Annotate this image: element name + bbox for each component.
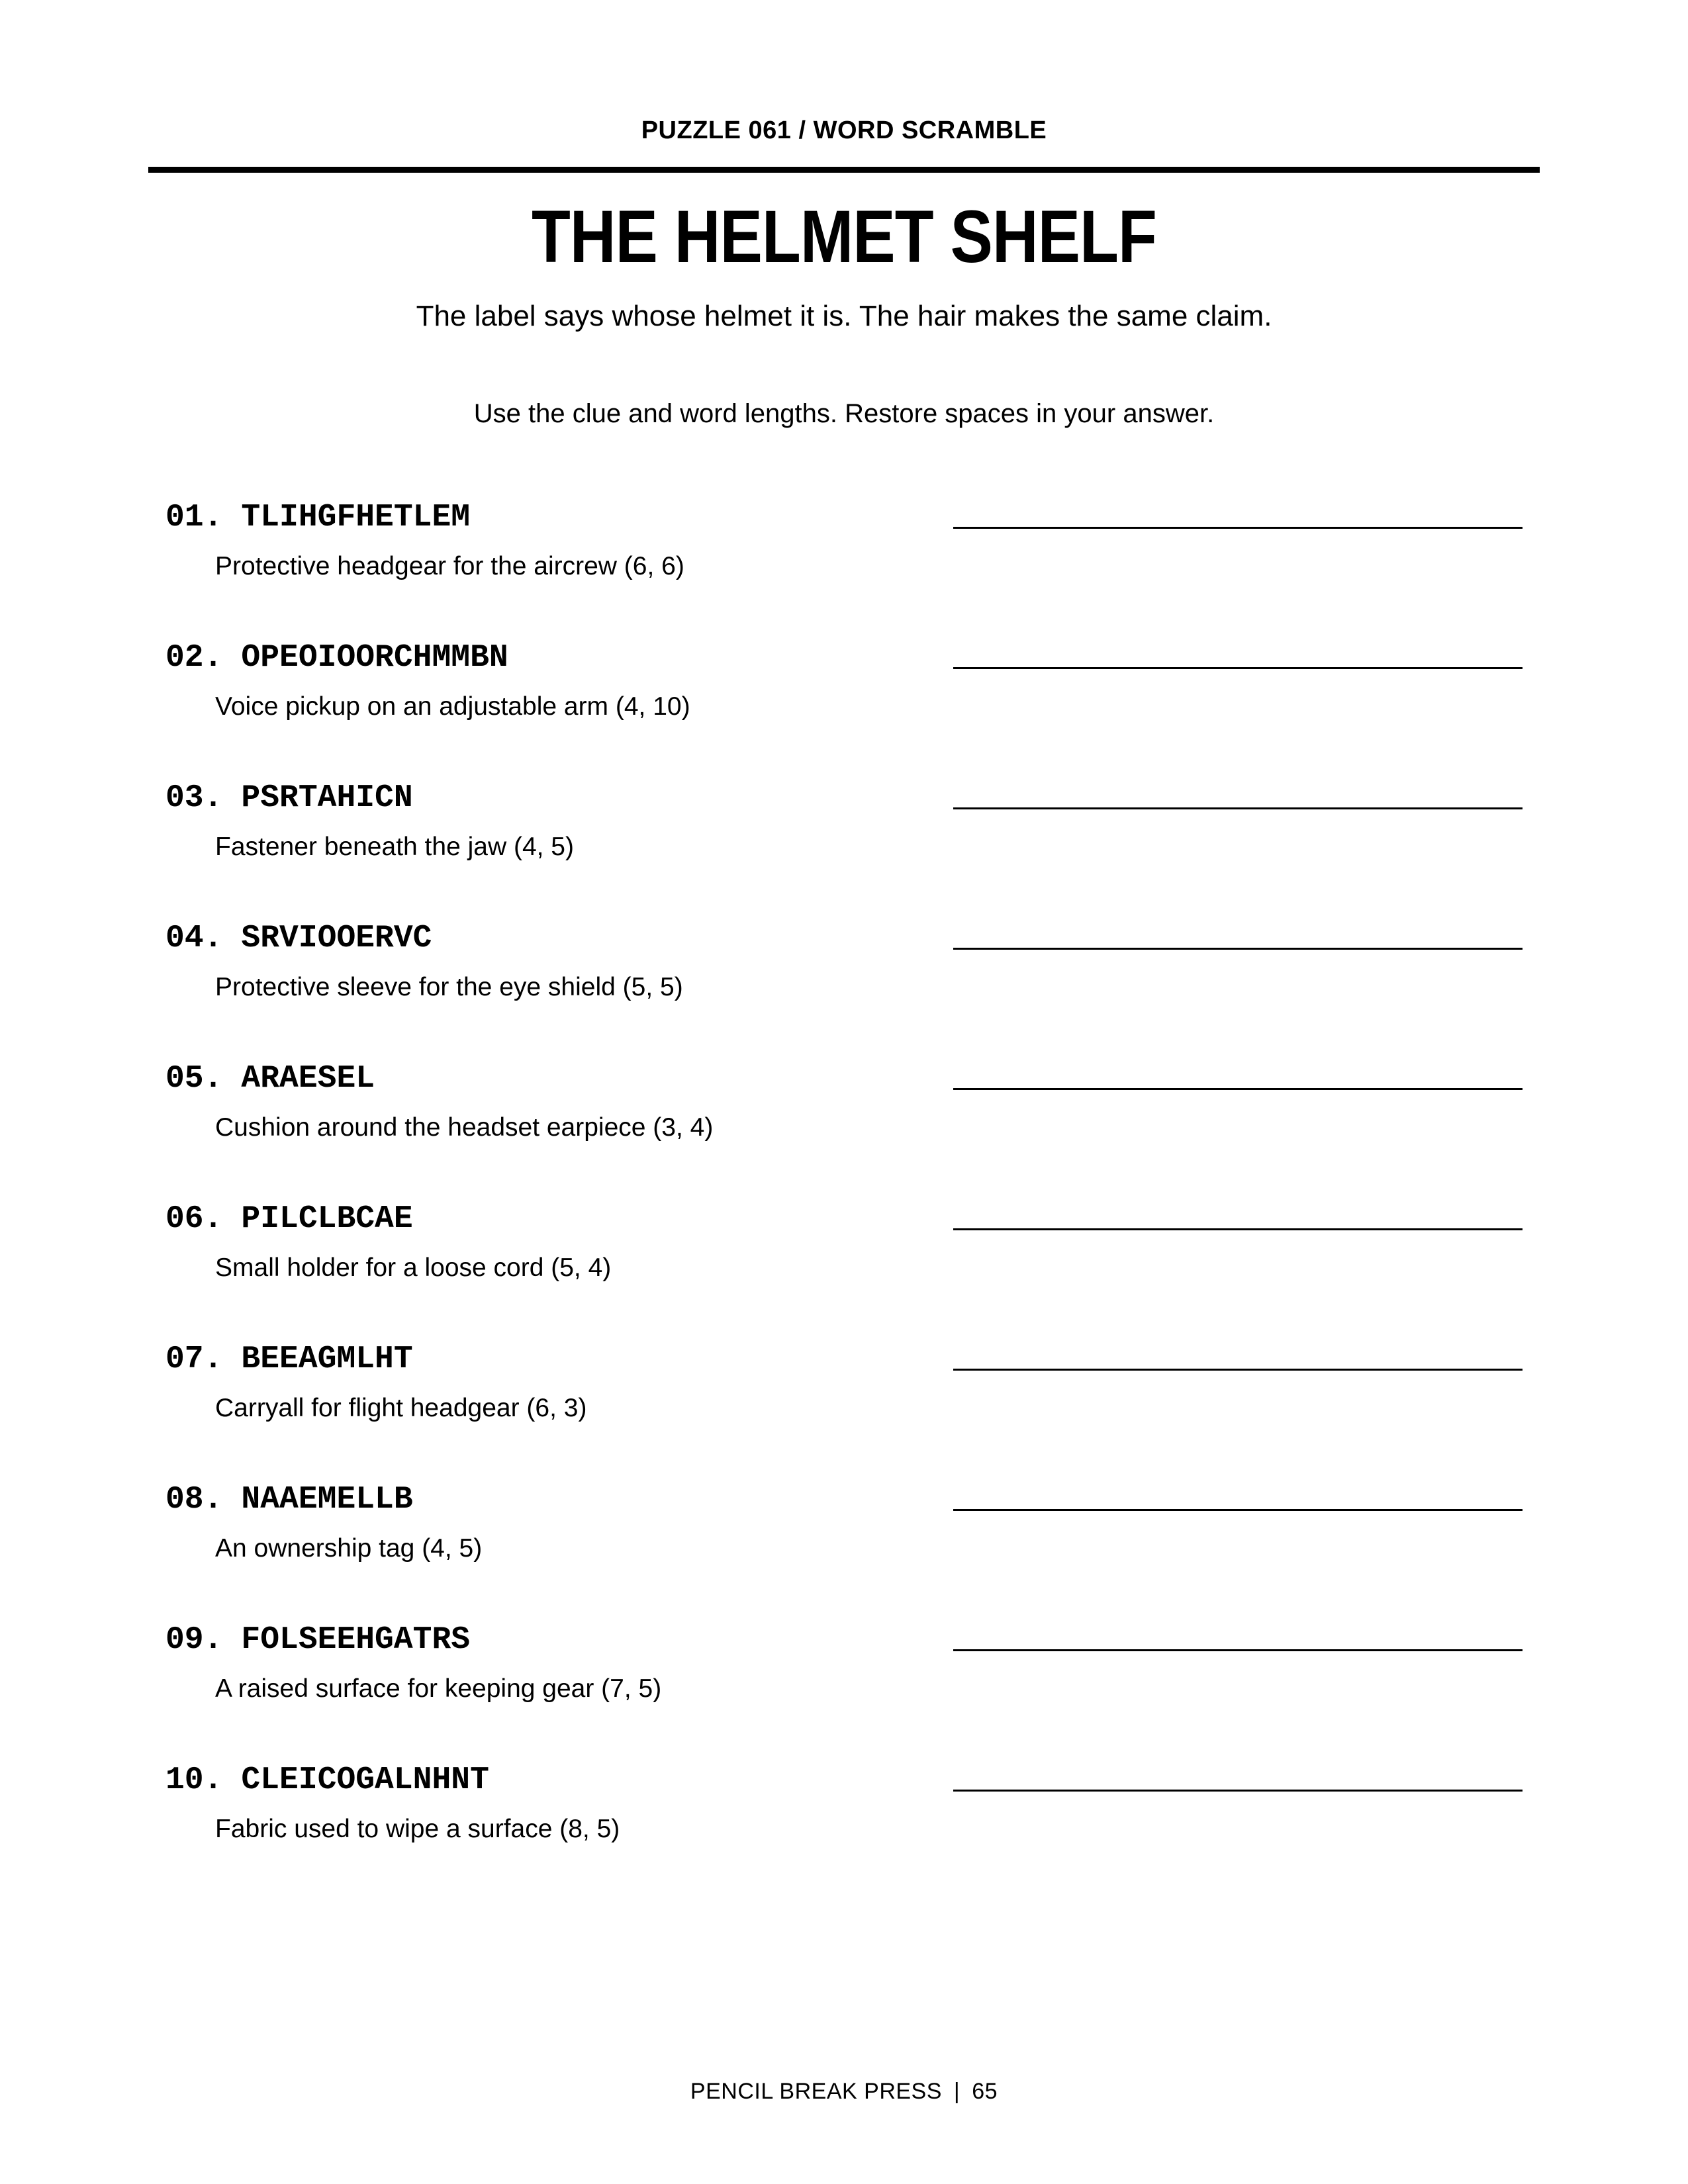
page-number: 65 xyxy=(972,2079,998,2104)
scramble-letters: BEEAGMLHT xyxy=(241,1342,413,1377)
puzzle-item-01 xyxy=(0,498,1688,630)
scrambled-word xyxy=(165,778,413,818)
puzzle-header-label: PUZZLE 061 / WORD SCRAMBLE xyxy=(641,116,1047,144)
puzzle-clue: Fabric used to wipe a surface (8, 5) xyxy=(215,1815,620,1843)
answer-line[interactable] xyxy=(953,667,1523,669)
puzzle-clue: Carryall for flight headgear (6, 3) xyxy=(215,1394,587,1422)
puzzle-clue: An ownership tag (4, 5) xyxy=(215,1534,483,1563)
scramble-letters: TLIHGFHETLEM xyxy=(241,500,471,535)
scrambled-word xyxy=(165,498,470,537)
puzzle-number: 06. xyxy=(165,1201,223,1237)
page-footer xyxy=(0,2075,1688,2107)
scrambled-word xyxy=(165,1199,413,1239)
puzzle-number: 09. xyxy=(165,1622,223,1658)
puzzle-number: 08. xyxy=(165,1482,223,1518)
puzzle-item-10 xyxy=(0,1760,1688,1893)
instructions-text: Use the clue and word lengths. Restore spaces in your answer. xyxy=(473,399,1215,428)
scramble-letters: PSRTAHICN xyxy=(241,780,413,816)
puzzle-item-06 xyxy=(0,1199,1688,1332)
scrambled-word xyxy=(165,919,432,958)
answer-line[interactable] xyxy=(953,807,1523,809)
puzzle-number: 02. xyxy=(165,640,223,676)
answer-line[interactable] xyxy=(953,1228,1523,1230)
scramble-letters: SRVIOOERVC xyxy=(241,921,432,956)
puzzle-item-02 xyxy=(0,638,1688,770)
page-subtitle: The label says whose helmet it is. The hair makes the same claim. xyxy=(416,300,1272,332)
scrambled-word xyxy=(165,638,508,678)
puzzle-item-07 xyxy=(0,1340,1688,1472)
scramble-letters: FOLSEEHGATRS xyxy=(241,1622,471,1658)
scrambled-word xyxy=(165,1480,413,1520)
puzzle-clue: Protective headgear for the aircrew (6, 6) xyxy=(215,552,684,580)
puzzle-item-09 xyxy=(0,1620,1688,1752)
scramble-letters: OPEOIOORCHMMBN xyxy=(241,640,508,676)
answer-line[interactable] xyxy=(953,948,1523,950)
puzzle-item-04 xyxy=(0,919,1688,1051)
answer-line[interactable] xyxy=(953,1790,1523,1792)
scrambled-word xyxy=(165,1620,470,1660)
puzzle-item-05 xyxy=(0,1059,1688,1191)
puzzle-clue: A raised surface for keeping gear (7, 5) xyxy=(215,1674,662,1703)
answer-line[interactable] xyxy=(953,1369,1523,1371)
puzzle-clue: Cushion around the headset earpiece (3, 4) xyxy=(215,1113,714,1142)
answer-line[interactable] xyxy=(953,1509,1523,1511)
puzzle-number: 05. xyxy=(165,1061,223,1097)
puzzle-number: 03. xyxy=(165,780,223,816)
puzzle-number: 01. xyxy=(165,500,223,535)
puzzle-clue: Voice pickup on an adjustable arm (4, 10) xyxy=(215,692,690,721)
scramble-letters: PILCLBCAE xyxy=(241,1201,413,1237)
scramble-letters: CLEICOGALNHNT xyxy=(241,1762,489,1798)
publisher-name: PENCIL BREAK PRESS xyxy=(690,2079,942,2104)
scrambled-word xyxy=(165,1760,489,1800)
footer-separator: | xyxy=(953,2079,961,2104)
scrambled-word xyxy=(165,1059,375,1099)
puzzle-item-08 xyxy=(0,1480,1688,1612)
scrambled-word xyxy=(165,1340,413,1379)
puzzle-item-03 xyxy=(0,778,1688,911)
answer-line[interactable] xyxy=(953,1649,1523,1651)
scramble-letters: NAAEMELLB xyxy=(241,1482,413,1518)
puzzle-clue: Small holder for a loose cord (5, 4) xyxy=(215,1253,612,1282)
answer-line[interactable] xyxy=(953,527,1523,529)
puzzle-clue: Protective sleeve for the eye shield (5, 5) xyxy=(215,973,683,1001)
puzzle-clue: Fastener beneath the jaw (4, 5) xyxy=(215,833,574,861)
scramble-letters: ARAESEL xyxy=(241,1061,375,1097)
puzzle-number: 10. xyxy=(165,1762,223,1798)
puzzle-number: 07. xyxy=(165,1342,223,1377)
page-title: THE HELMET SHELF xyxy=(531,195,1157,278)
puzzle-number: 04. xyxy=(165,921,223,956)
answer-line[interactable] xyxy=(953,1088,1523,1090)
